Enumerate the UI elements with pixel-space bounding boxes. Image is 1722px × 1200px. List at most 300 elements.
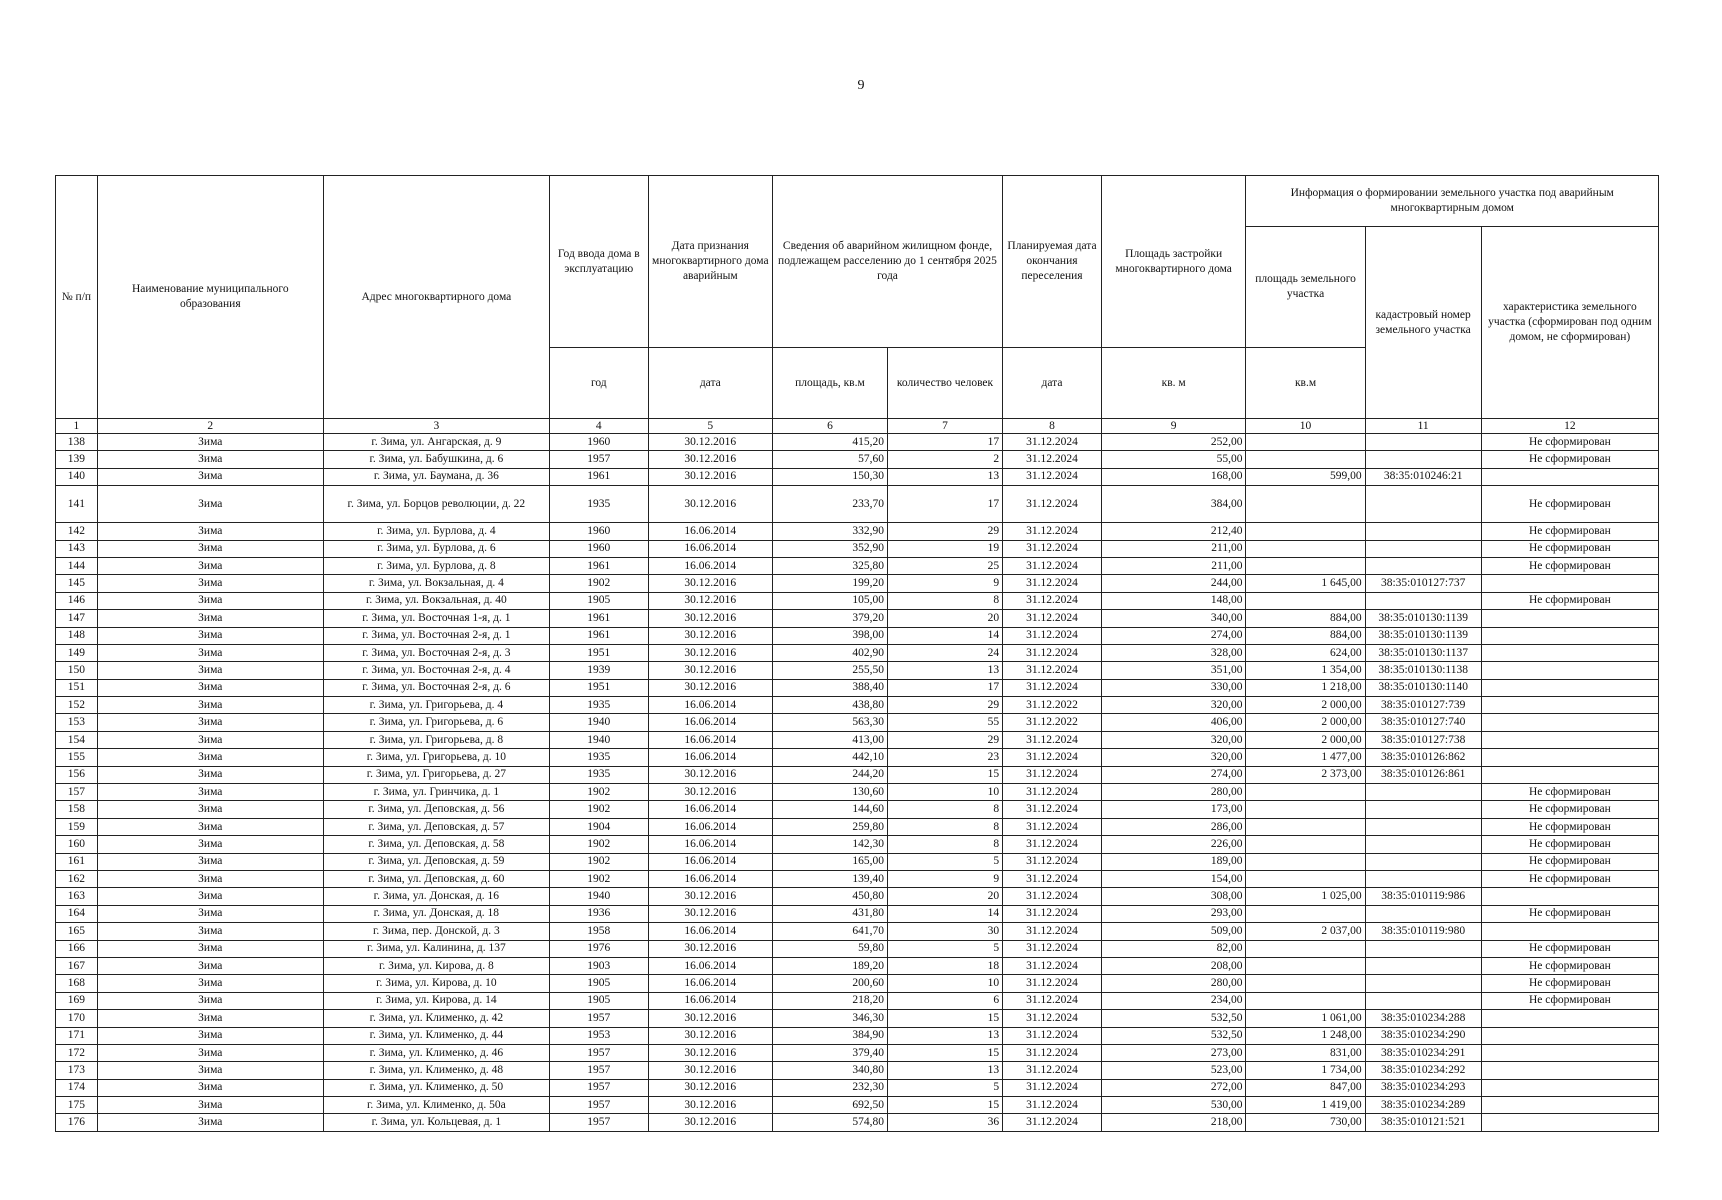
emergency-area-cell: 142,30 <box>772 836 887 853</box>
building-area-cell: 218,00 <box>1101 1114 1246 1131</box>
recognition-date-cell: 30.12.2016 <box>648 486 772 523</box>
cadastral-number-cell: 38:35:010234:292 <box>1365 1062 1481 1079</box>
table-row <box>56 1044 1659 1061</box>
people-count-cell: 23 <box>888 749 1003 766</box>
building-area-cell: 211,00 <box>1101 557 1246 574</box>
land-characteristic-cell: Не сформирован <box>1481 557 1658 574</box>
cadastral-number-cell: 38:35:010130:1138 <box>1365 662 1481 679</box>
table-row <box>56 766 1659 783</box>
cadastral-number-cell <box>1365 486 1481 523</box>
cadastral-number-cell <box>1365 540 1481 557</box>
planned-date-cell: 31.12.2024 <box>1003 836 1102 853</box>
table-row <box>56 468 1659 485</box>
municipality-cell: Зима <box>97 801 323 818</box>
header-building-area: Площадь застройки многоквартирного дома <box>1101 176 1246 348</box>
building-area-cell: 280,00 <box>1101 975 1246 992</box>
municipality-cell: Зима <box>97 731 323 748</box>
table-row <box>56 1010 1659 1027</box>
building-area-cell: 330,00 <box>1101 679 1246 696</box>
recognition-date-cell: 30.12.2016 <box>648 905 772 922</box>
emergency-area-cell: 105,00 <box>772 592 887 609</box>
land-area-cell: 2 373,00 <box>1246 766 1365 783</box>
table-row <box>56 818 1659 835</box>
address-cell: г. Зима, ул. Восточная 2-я, д. 1 <box>323 627 549 644</box>
table-row <box>56 486 1659 523</box>
year-built-cell: 1953 <box>549 1027 648 1044</box>
header-land-area: площадь земельного участка <box>1246 227 1365 348</box>
year-built-cell: 1951 <box>549 644 648 661</box>
address-cell: г. Зима, ул. Кирова, д. 8 <box>323 957 549 974</box>
row-number: 146 <box>56 592 98 609</box>
cadastral-number-cell: 38:35:010121:521 <box>1365 1114 1481 1131</box>
emergency-area-cell: 438,80 <box>772 697 887 714</box>
municipality-cell: Зима <box>97 1027 323 1044</box>
address-cell: г. Зима, ул. Деповская, д. 56 <box>323 801 549 818</box>
recognition-date-cell: 16.06.2014 <box>648 853 772 870</box>
people-count-cell: 8 <box>888 818 1003 835</box>
people-count-cell: 13 <box>888 468 1003 485</box>
planned-date-cell: 31.12.2024 <box>1003 644 1102 661</box>
year-built-cell: 1904 <box>549 818 648 835</box>
address-cell: г. Зима, ул. Бурлова, д. 4 <box>323 523 549 540</box>
planned-date-cell: 31.12.2024 <box>1003 557 1102 574</box>
table-row <box>56 557 1659 574</box>
emergency-area-cell: 415,20 <box>772 434 887 451</box>
municipality-cell: Зима <box>97 575 323 592</box>
address-cell: г. Зима, ул. Клименко, д. 44 <box>323 1027 549 1044</box>
people-count-cell: 9 <box>888 575 1003 592</box>
building-area-cell: 532,50 <box>1101 1010 1246 1027</box>
land-area-cell <box>1246 975 1365 992</box>
land-area-cell: 1 734,00 <box>1246 1062 1365 1079</box>
land-characteristic-cell <box>1481 731 1658 748</box>
recognition-date-cell: 30.12.2016 <box>648 451 772 468</box>
people-count-cell: 19 <box>888 540 1003 557</box>
people-count-cell: 29 <box>888 697 1003 714</box>
emergency-area-cell: 144,60 <box>772 801 887 818</box>
planned-date-cell: 31.12.2024 <box>1003 1027 1102 1044</box>
recognition-date-cell: 30.12.2016 <box>648 888 772 905</box>
cadastral-number-cell <box>1365 905 1481 922</box>
planned-date-cell: 31.12.2024 <box>1003 486 1102 523</box>
land-area-cell: 1 248,00 <box>1246 1027 1365 1044</box>
building-area-cell: 173,00 <box>1101 801 1246 818</box>
unit-date: дата <box>648 348 772 419</box>
emergency-area-cell: 165,00 <box>772 853 887 870</box>
municipality-cell: Зима <box>97 1079 323 1096</box>
building-area-cell: 274,00 <box>1101 627 1246 644</box>
table-row <box>56 1062 1659 1079</box>
municipality-cell: Зима <box>97 1044 323 1061</box>
planned-date-cell: 31.12.2024 <box>1003 540 1102 557</box>
municipality-cell: Зима <box>97 923 323 940</box>
planned-date-cell: 31.12.2022 <box>1003 714 1102 731</box>
recognition-date-cell: 30.12.2016 <box>648 434 772 451</box>
row-number: 157 <box>56 784 98 801</box>
land-area-cell: 599,00 <box>1246 468 1365 485</box>
year-built-cell: 1902 <box>549 836 648 853</box>
land-area-cell <box>1246 434 1365 451</box>
planned-date-cell: 31.12.2024 <box>1003 784 1102 801</box>
land-area-cell: 730,00 <box>1246 1114 1365 1131</box>
address-cell: г. Зима, ул. Восточная 2-я, д. 4 <box>323 662 549 679</box>
emergency-area-cell: 59,80 <box>772 940 887 957</box>
building-area-cell: 189,00 <box>1101 853 1246 870</box>
recognition-date-cell: 16.06.2014 <box>648 714 772 731</box>
year-built-cell: 1957 <box>549 1079 648 1096</box>
row-number: 138 <box>56 434 98 451</box>
emergency-area-cell: 325,80 <box>772 557 887 574</box>
cadastral-number-cell: 38:35:010246:21 <box>1365 468 1481 485</box>
municipality-cell: Зима <box>97 644 323 661</box>
cadastral-number-cell <box>1365 853 1481 870</box>
land-characteristic-cell <box>1481 627 1658 644</box>
people-count-cell: 8 <box>888 592 1003 609</box>
land-characteristic-cell <box>1481 575 1658 592</box>
table-row <box>56 451 1659 468</box>
recognition-date-cell: 16.06.2014 <box>648 992 772 1009</box>
address-cell: г. Зима, ул. Кольцевая, д. 1 <box>323 1114 549 1131</box>
land-area-cell <box>1246 540 1365 557</box>
cadastral-number-cell <box>1365 940 1481 957</box>
emergency-area-cell: 402,90 <box>772 644 887 661</box>
cadastral-number-cell: 38:35:010130:1137 <box>1365 644 1481 661</box>
row-number: 174 <box>56 1079 98 1096</box>
municipality-cell: Зима <box>97 434 323 451</box>
land-area-cell <box>1246 557 1365 574</box>
land-characteristic-cell <box>1481 679 1658 696</box>
cadastral-number-cell: 38:35:010127:739 <box>1365 697 1481 714</box>
row-number: 148 <box>56 627 98 644</box>
year-built-cell: 1940 <box>549 888 648 905</box>
people-count-cell: 15 <box>888 766 1003 783</box>
page-number: 9 <box>857 78 865 93</box>
emergency-area-cell: 442,10 <box>772 749 887 766</box>
address-cell: г. Зима, ул. Деповская, д. 59 <box>323 853 549 870</box>
people-count-cell: 29 <box>888 523 1003 540</box>
address-cell: г. Зима, ул. Григорьева, д. 6 <box>323 714 549 731</box>
land-area-cell: 1 477,00 <box>1246 749 1365 766</box>
land-characteristic-cell <box>1481 1079 1658 1096</box>
address-cell: г. Зима, ул. Гринчика, д. 1 <box>323 784 549 801</box>
recognition-date-cell: 30.12.2016 <box>648 679 772 696</box>
cadastral-number-cell <box>1365 784 1481 801</box>
land-area-cell <box>1246 905 1365 922</box>
planned-date-cell: 31.12.2024 <box>1003 451 1102 468</box>
people-count-cell: 14 <box>888 627 1003 644</box>
row-number: 167 <box>56 957 98 974</box>
emergency-area-cell: 450,80 <box>772 888 887 905</box>
land-characteristic-cell: Не сформирован <box>1481 592 1658 609</box>
table-row <box>56 992 1659 1009</box>
planned-date-cell: 31.12.2024 <box>1003 853 1102 870</box>
emergency-area-cell: 692,50 <box>772 1097 887 1114</box>
row-number: 169 <box>56 992 98 1009</box>
address-cell: г. Зима, ул. Восточная 1-я, д. 1 <box>323 610 549 627</box>
recognition-date-cell: 16.06.2014 <box>648 923 772 940</box>
land-characteristic-cell: Не сформирован <box>1481 523 1658 540</box>
people-count-cell: 15 <box>888 1010 1003 1027</box>
planned-date-cell: 31.12.2024 <box>1003 575 1102 592</box>
cadastral-number-cell: 38:35:010119:980 <box>1365 923 1481 940</box>
municipality-cell: Зима <box>97 1114 323 1131</box>
land-characteristic-cell: Не сформирован <box>1481 836 1658 853</box>
people-count-cell: 6 <box>888 992 1003 1009</box>
address-cell: г. Зима, ул. Вокзальная, д. 40 <box>323 592 549 609</box>
emergency-area-cell: 150,30 <box>772 468 887 485</box>
address-cell: г. Зима, ул. Вокзальная, д. 4 <box>323 575 549 592</box>
table-row <box>56 610 1659 627</box>
header-municipality: Наименование муниципального образования <box>97 176 323 419</box>
building-area-cell: 351,00 <box>1101 662 1246 679</box>
year-built-cell: 1902 <box>549 575 648 592</box>
recognition-date-cell: 16.06.2014 <box>648 749 772 766</box>
recognition-date-cell: 30.12.2016 <box>648 592 772 609</box>
cadastral-number-cell: 38:35:010130:1140 <box>1365 679 1481 696</box>
table-row <box>56 836 1659 853</box>
municipality-cell: Зима <box>97 766 323 783</box>
building-area-cell: 509,00 <box>1101 923 1246 940</box>
people-count-cell: 10 <box>888 975 1003 992</box>
municipality-cell: Зима <box>97 627 323 644</box>
building-area-cell: 148,00 <box>1101 592 1246 609</box>
year-built-cell: 1951 <box>549 679 648 696</box>
row-number: 140 <box>56 468 98 485</box>
recognition-date-cell: 30.12.2016 <box>648 662 772 679</box>
building-area-cell: 280,00 <box>1101 784 1246 801</box>
recognition-date-cell: 30.12.2016 <box>648 644 772 661</box>
planned-date-cell: 31.12.2024 <box>1003 975 1102 992</box>
people-count-cell: 17 <box>888 679 1003 696</box>
recognition-date-cell: 16.06.2014 <box>648 957 772 974</box>
planned-date-cell: 31.12.2024 <box>1003 1010 1102 1027</box>
emergency-area-cell: 346,30 <box>772 1010 887 1027</box>
land-area-cell <box>1246 486 1365 523</box>
municipality-cell: Зима <box>97 714 323 731</box>
year-built-cell: 1935 <box>549 766 648 783</box>
land-characteristic-cell: Не сформирован <box>1481 992 1658 1009</box>
year-built-cell: 1902 <box>549 870 648 887</box>
recognition-date-cell: 16.06.2014 <box>648 697 772 714</box>
land-area-cell: 2 000,00 <box>1246 697 1365 714</box>
address-cell: г. Зима, ул. Григорьева, д. 4 <box>323 697 549 714</box>
recognition-date-cell: 30.12.2016 <box>648 1079 772 1096</box>
table-row <box>56 627 1659 644</box>
municipality-cell: Зима <box>97 1062 323 1079</box>
land-area-cell <box>1246 801 1365 818</box>
cadastral-number-cell: 38:35:010130:1139 <box>1365 627 1481 644</box>
building-area-cell: 308,00 <box>1101 888 1246 905</box>
row-number: 139 <box>56 451 98 468</box>
land-characteristic-cell: Не сформирован <box>1481 905 1658 922</box>
municipality-cell: Зима <box>97 992 323 1009</box>
column-number: 1 <box>56 419 98 434</box>
recognition-date-cell: 30.12.2016 <box>648 940 772 957</box>
emergency-area-cell: 218,20 <box>772 992 887 1009</box>
land-area-cell <box>1246 818 1365 835</box>
row-number: 162 <box>56 870 98 887</box>
land-characteristic-cell <box>1481 1010 1658 1027</box>
table-row <box>56 697 1659 714</box>
building-area-cell: 328,00 <box>1101 644 1246 661</box>
municipality-cell: Зима <box>97 523 323 540</box>
address-cell: г. Зима, ул. Клименко, д. 42 <box>323 1010 549 1027</box>
planned-date-cell: 31.12.2024 <box>1003 468 1102 485</box>
address-cell: г. Зима, ул. Ангарская, д. 9 <box>323 434 549 451</box>
emergency-area-cell: 574,80 <box>772 1114 887 1131</box>
municipality-cell: Зима <box>97 610 323 627</box>
recognition-date-cell: 16.06.2014 <box>648 818 772 835</box>
people-count-cell: 36 <box>888 1114 1003 1131</box>
column-number: 11 <box>1365 419 1481 434</box>
planned-date-cell: 31.12.2024 <box>1003 957 1102 974</box>
address-cell: г. Зима, ул. Деповская, д. 57 <box>323 818 549 835</box>
building-area-cell: 286,00 <box>1101 818 1246 835</box>
people-count-cell: 29 <box>888 731 1003 748</box>
building-area-cell: 320,00 <box>1101 749 1246 766</box>
row-number: 170 <box>56 1010 98 1027</box>
row-number: 166 <box>56 940 98 957</box>
building-area-cell: 340,00 <box>1101 610 1246 627</box>
people-count-cell: 25 <box>888 557 1003 574</box>
address-cell: г. Зима, ул. Клименко, д. 50 <box>323 1079 549 1096</box>
planned-date-cell: 31.12.2024 <box>1003 434 1102 451</box>
address-cell: г. Зима, ул. Восточная 2-я, д. 6 <box>323 679 549 696</box>
cadastral-number-cell <box>1365 592 1481 609</box>
land-area-cell <box>1246 957 1365 974</box>
emergency-area-cell: 384,90 <box>772 1027 887 1044</box>
municipality-cell: Зима <box>97 975 323 992</box>
year-built-cell: 1958 <box>549 923 648 940</box>
emergency-area-cell: 413,00 <box>772 731 887 748</box>
cadastral-number-cell: 38:35:010127:740 <box>1365 714 1481 731</box>
building-area-cell: 82,00 <box>1101 940 1246 957</box>
address-cell: г. Зима, ул. Кирова, д. 14 <box>323 992 549 1009</box>
building-area-cell: 530,00 <box>1101 1097 1246 1114</box>
planned-date-cell: 31.12.2024 <box>1003 679 1102 696</box>
recognition-date-cell: 30.12.2016 <box>648 1097 772 1114</box>
year-built-cell: 1976 <box>549 940 648 957</box>
column-number: 3 <box>323 419 549 434</box>
planned-date-cell: 31.12.2022 <box>1003 697 1102 714</box>
column-number: 2 <box>97 419 323 434</box>
building-area-cell: 208,00 <box>1101 957 1246 974</box>
emergency-area-cell: 340,80 <box>772 1062 887 1079</box>
year-built-cell: 1935 <box>549 486 648 523</box>
recognition-date-cell: 16.06.2014 <box>648 836 772 853</box>
land-area-cell: 2 000,00 <box>1246 731 1365 748</box>
planned-date-cell: 31.12.2024 <box>1003 1079 1102 1096</box>
address-cell: г. Зима, ул. Баумана, д. 36 <box>323 468 549 485</box>
land-characteristic-cell <box>1481 468 1658 485</box>
year-built-cell: 1902 <box>549 784 648 801</box>
year-built-cell: 1902 <box>549 801 648 818</box>
emergency-area-cell: 232,30 <box>772 1079 887 1096</box>
table-row <box>56 975 1659 992</box>
cadastral-number-cell: 38:35:010234:291 <box>1365 1044 1481 1061</box>
cadastral-number-cell <box>1365 957 1481 974</box>
year-built-cell: 1957 <box>549 1044 648 1061</box>
land-characteristic-cell: Не сформирован <box>1481 486 1658 523</box>
emergency-area-cell: 379,40 <box>772 1044 887 1061</box>
header-num: № п/п <box>56 176 98 419</box>
table-row <box>56 784 1659 801</box>
column-number: 9 <box>1101 419 1246 434</box>
municipality-cell: Зима <box>97 540 323 557</box>
municipality-cell: Зима <box>97 957 323 974</box>
cadastral-number-cell: 38:35:010126:862 <box>1365 749 1481 766</box>
land-area-cell: 884,00 <box>1246 610 1365 627</box>
emergency-area-cell: 200,60 <box>772 975 887 992</box>
year-built-cell: 1957 <box>549 451 648 468</box>
year-built-cell: 1960 <box>549 523 648 540</box>
cadastral-number-cell: 38:35:010126:861 <box>1365 766 1481 783</box>
land-characteristic-cell: Не сформирован <box>1481 940 1658 957</box>
planned-date-cell: 31.12.2024 <box>1003 940 1102 957</box>
column-number: 10 <box>1246 419 1365 434</box>
year-built-cell: 1940 <box>549 714 648 731</box>
municipality-cell: Зима <box>97 592 323 609</box>
people-count-cell: 24 <box>888 644 1003 661</box>
land-area-cell: 2 000,00 <box>1246 714 1365 731</box>
row-number: 171 <box>56 1027 98 1044</box>
column-number: 5 <box>648 419 772 434</box>
land-area-cell: 2 037,00 <box>1246 923 1365 940</box>
row-number: 165 <box>56 923 98 940</box>
people-count-cell: 13 <box>888 1027 1003 1044</box>
cadastral-number-cell: 38:35:010127:737 <box>1365 575 1481 592</box>
building-area-cell: 226,00 <box>1101 836 1246 853</box>
recognition-date-cell: 30.12.2016 <box>648 1114 772 1131</box>
table-row <box>56 905 1659 922</box>
row-number: 155 <box>56 749 98 766</box>
row-number: 147 <box>56 610 98 627</box>
row-number: 142 <box>56 523 98 540</box>
planned-date-cell: 31.12.2024 <box>1003 523 1102 540</box>
land-area-cell: 1 025,00 <box>1246 888 1365 905</box>
table-row <box>56 523 1659 540</box>
land-characteristic-cell <box>1481 1097 1658 1114</box>
row-number: 168 <box>56 975 98 992</box>
building-area-cell: 406,00 <box>1101 714 1246 731</box>
row-number: 156 <box>56 766 98 783</box>
municipality-cell: Зима <box>97 836 323 853</box>
people-count-cell: 15 <box>888 1097 1003 1114</box>
cadastral-number-cell: 38:35:010130:1139 <box>1365 610 1481 627</box>
row-number: 164 <box>56 905 98 922</box>
building-area-cell: 211,00 <box>1101 540 1246 557</box>
planned-date-cell: 31.12.2024 <box>1003 662 1102 679</box>
building-area-cell: 384,00 <box>1101 486 1246 523</box>
municipality-cell: Зима <box>97 1097 323 1114</box>
land-characteristic-cell: Не сформирован <box>1481 784 1658 801</box>
people-count-cell: 18 <box>888 957 1003 974</box>
table-row <box>56 731 1659 748</box>
municipality-cell: Зима <box>97 468 323 485</box>
land-characteristic-cell <box>1481 644 1658 661</box>
planned-date-cell: 31.12.2024 <box>1003 1044 1102 1061</box>
emergency-area-cell: 233,70 <box>772 486 887 523</box>
table-row <box>56 592 1659 609</box>
planned-date-cell: 31.12.2024 <box>1003 801 1102 818</box>
year-built-cell: 1957 <box>549 1062 648 1079</box>
unit-kvm: кв. м <box>1101 348 1246 419</box>
year-built-cell: 1961 <box>549 610 648 627</box>
cadastral-number-cell: 38:35:010234:288 <box>1365 1010 1481 1027</box>
row-number: 150 <box>56 662 98 679</box>
table-row <box>56 888 1659 905</box>
header-land-char: характеристика земельного участка (сформирован под одним домом, не сформирован) <box>1481 227 1658 419</box>
